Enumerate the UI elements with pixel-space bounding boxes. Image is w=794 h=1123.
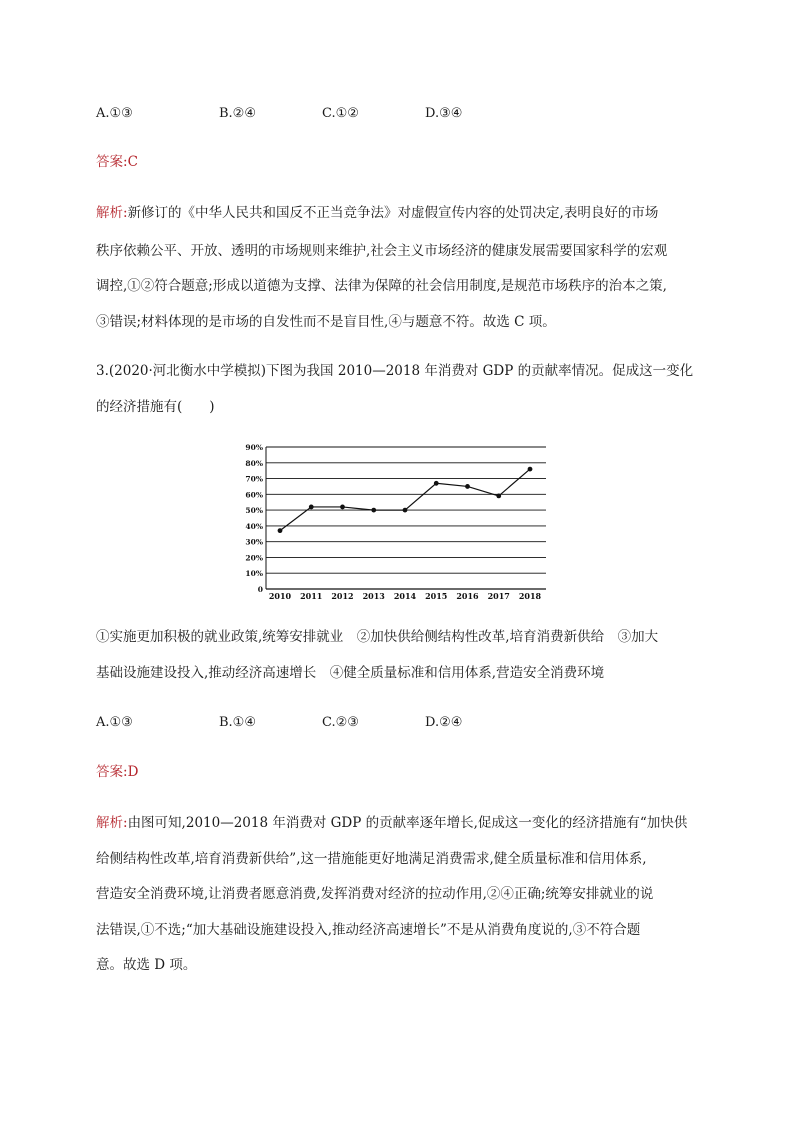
y-tick-label: 40% [245, 521, 263, 531]
q3-option-a: A.①③ [96, 715, 133, 730]
chart-x-ticks [269, 591, 542, 601]
chart-grid [266, 447, 546, 589]
q3-answer-value: D [127, 764, 139, 780]
data-point [309, 505, 314, 510]
data-point [465, 484, 470, 489]
q3-answer-label: 答案: [96, 764, 128, 780]
data-point [403, 508, 408, 513]
q2-analysis-line-1 [96, 204, 658, 222]
q2-analysis-line-3: 调控,①②符合题意;形成以道德为支撑、法律为保障的社会信用制度,是规范市场秩序的治本之策, [96, 278, 667, 294]
data-point [496, 494, 501, 499]
q3-option-d: D.②④ [425, 715, 463, 730]
q2-option-c: C.①② [322, 106, 359, 121]
x-tick-label: 2010 [268, 591, 292, 601]
y-tick-label: 10% [245, 569, 263, 579]
q3-analysis-line-1 [96, 814, 687, 832]
q2-option-a: A.①③ [96, 106, 133, 121]
q3-analysis-line-3: 营造安全消费环境,让消费者愿意消费,发挥消费对经济的拉动作用,②④正确;统筹安排就业的说 [96, 886, 654, 902]
q3-analysis-line-2: 给侧结构性改革,培育消费新供给”,这一措施能更好地满足消费需求,健全质量标准和信用体系, [96, 851, 647, 867]
q3-choice-line-2: 基础设施建设投入,推动经济高速增长 ④健全质量标准和信用体系,营造安全消费环境 [96, 665, 605, 681]
x-tick-label: 2017 [487, 591, 510, 601]
q3-stem-line-1: 3.(2020·河北衡水中学模拟)下图为我国 2010—2018 年消费对 GDP 的贡献率情况。促成这一变化 [96, 363, 694, 379]
y-tick-label: 50% [245, 506, 263, 516]
q3-option-b: B.①④ [219, 715, 256, 730]
q2-analysis-line-4: ③错误;材料体现的是市场的自发性而不是盲目性,④与题意不符。故选 C 项。 [96, 314, 556, 330]
x-tick-label: 2015 [425, 591, 448, 601]
q2-option-d: D.③④ [425, 106, 463, 121]
q2-option-b: B.②④ [219, 106, 256, 121]
q3-analysis-line-4: 法错误,①不选;“加大基础设施建设投入,推动经济高速增长”不是从消费角度说的,③不符合题 [96, 922, 641, 938]
data-point [434, 481, 439, 486]
data-point [278, 528, 283, 533]
q2-answer-label: 答案: [96, 154, 128, 170]
q3-analysis-text: 由图可知,2010—2018 年消费对 GDP 的贡献率逐年增长,促成这一变化的经济措施有“加快供 [127, 815, 688, 831]
x-tick-label: 2011 [300, 591, 323, 601]
x-tick-label: 2014 [393, 591, 417, 601]
x-tick-label: 2012 [331, 591, 354, 601]
q2-answer [96, 153, 138, 171]
q2-analysis-line-2: 秩序依赖公平、开放、透明的市场规则来维护,社会主义市场经济的健康发展需要国家科学的宏观 [96, 243, 668, 259]
data-point [371, 508, 376, 513]
y-tick-label: 80% [245, 458, 263, 468]
q2-analysis-text: 新修订的《中华人民共和国反不正当竞争法》对虚假宣传内容的处罚决定,表明良好的市场 [127, 205, 659, 221]
y-tick-label: 0 [257, 585, 263, 594]
y-tick-label: 70% [245, 474, 263, 484]
chart-y-ticks [245, 443, 263, 594]
y-tick-label: 90% [245, 443, 263, 452]
q3-analysis-line-5: 意。故选 D 项。 [96, 957, 197, 973]
consumption-contribution-chart [228, 436, 558, 606]
data-point [340, 505, 345, 510]
y-tick-label: 30% [245, 537, 263, 547]
q3-option-c: C.②③ [322, 715, 359, 730]
q3-stem-line-2: 的经济措施有( ) [96, 399, 215, 415]
q3-analysis-label: 解析: [96, 815, 128, 831]
y-tick-label: 60% [245, 490, 263, 500]
q2-analysis-label: 解析: [96, 205, 128, 221]
x-tick-label: 2018 [518, 591, 542, 601]
q3-answer [96, 763, 138, 781]
q3-choice-line-1: ①实施更加积极的就业政策,统筹安排就业 ②加快供给侧结构性改革,培育消费新供给 ③加大 [96, 629, 659, 645]
data-point [528, 467, 533, 472]
x-tick-label: 2013 [362, 591, 385, 601]
x-tick-label: 2016 [456, 591, 479, 601]
y-tick-label: 20% [245, 553, 263, 563]
chart-series [278, 467, 533, 533]
q2-answer-value: C [127, 154, 138, 170]
